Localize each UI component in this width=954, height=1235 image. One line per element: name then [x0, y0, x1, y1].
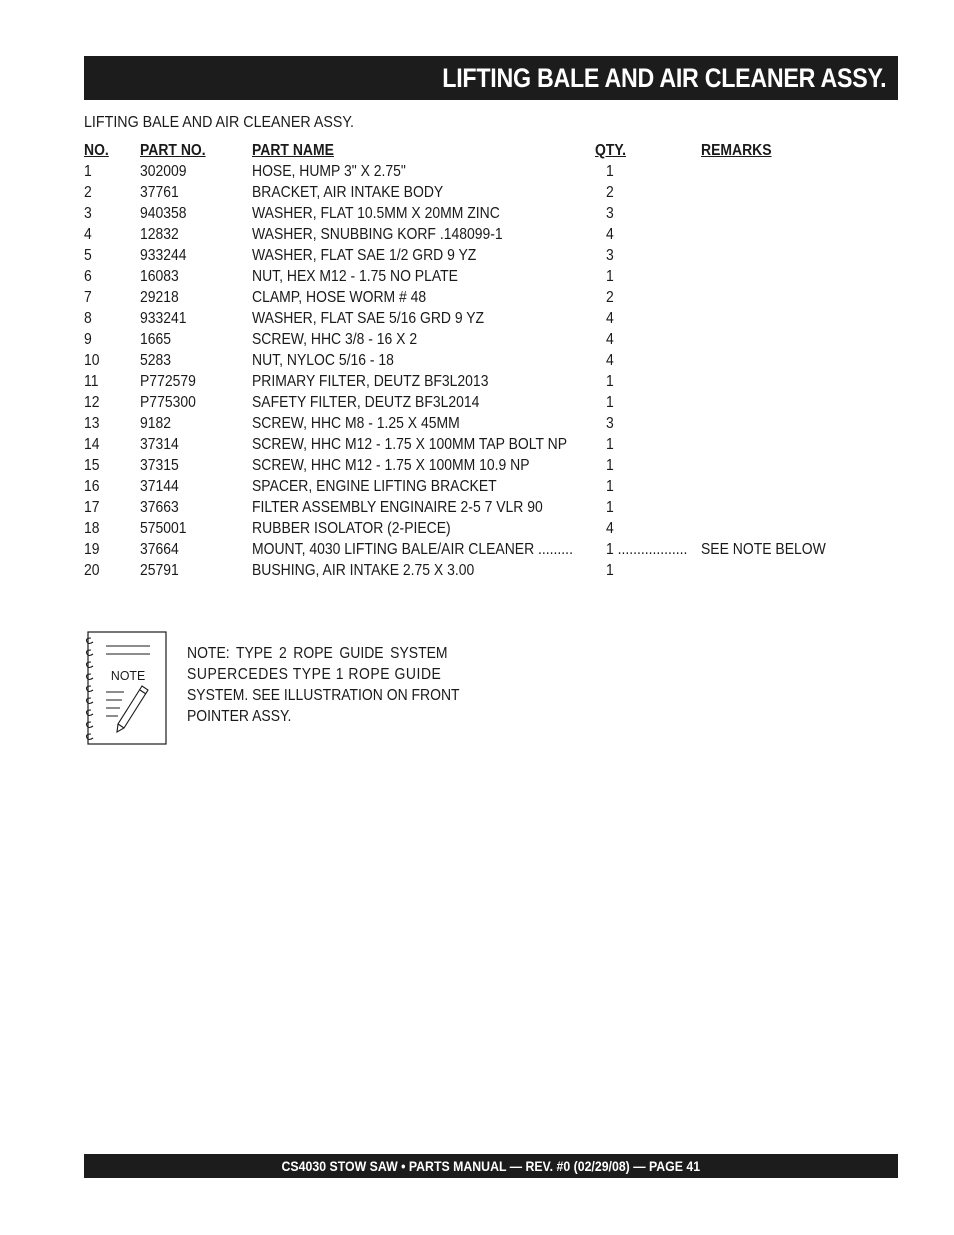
- cell-part-no: 37314: [140, 436, 179, 453]
- table-row: [84, 434, 884, 455]
- cell-part-name: SCREW, HHC M12 - 1.75 X 100MM 10.9 NP: [252, 457, 530, 474]
- table-row: [84, 224, 884, 245]
- cell-no: 15: [84, 457, 100, 474]
- cell-part-no: 1665: [140, 331, 172, 348]
- note-icon-label: NOTE: [110, 668, 146, 683]
- page-footer: CS4030 STOW SAW • PARTS MANUAL — REV. #0 (02/29/08) — PAGE 41: [281, 1158, 701, 1174]
- table-row: [84, 518, 884, 539]
- cell-qty: 2: [606, 289, 614, 306]
- cell-no: 17: [84, 499, 100, 516]
- cell-part-no: 37144: [140, 478, 179, 495]
- cell-qty: 1: [606, 394, 614, 411]
- cell-part-name: SAFETY FILTER, DEUTZ BF3L2014: [252, 394, 480, 411]
- cell-qty: 4: [606, 331, 614, 348]
- cell-no: 13: [84, 415, 100, 432]
- table-row: [84, 476, 884, 497]
- cell-no: 20: [84, 562, 100, 579]
- cell-part-name: HOSE, HUMP 3" X 2.75": [252, 163, 406, 180]
- cell-part-no: P775300: [140, 394, 196, 411]
- cell-qty: 1: [606, 457, 614, 474]
- cell-qty: 1: [606, 268, 614, 285]
- cell-part-no: 37663: [140, 499, 179, 516]
- cell-qty: 1: [606, 436, 614, 453]
- section-subtitle: LIFTING BALE AND AIR CLEANER ASSY.: [84, 114, 354, 131]
- note-line: SYSTEM. SEE ILLUSTRATION ON FRONT: [187, 687, 460, 704]
- cell-part-name: SPACER, ENGINE LIFTING BRACKET: [252, 478, 497, 495]
- cell-part-name: FILTER ASSEMBLY ENGINAIRE 2-5 7 VLR 90: [252, 499, 543, 516]
- cell-no: 1: [84, 163, 92, 180]
- cell-qty: 3: [606, 415, 614, 432]
- cell-qty: 4: [606, 352, 614, 369]
- table-row: [84, 182, 884, 203]
- table-row: [84, 203, 884, 224]
- column-header-qty: QTY.: [595, 142, 627, 159]
- cell-part-name: BRACKET, AIR INTAKE BODY: [252, 184, 444, 201]
- cell-no: 11: [84, 373, 99, 390]
- cell-qty: 1: [606, 478, 614, 495]
- cell-no: 10: [84, 352, 100, 369]
- cell-part-no: 37761: [140, 184, 179, 201]
- cell-part-no: 9182: [140, 415, 172, 432]
- table-row: [84, 245, 884, 266]
- cell-part-no: 37664: [140, 541, 179, 558]
- cell-no: 14: [84, 436, 100, 453]
- cell-part-no: 12832: [140, 226, 179, 243]
- cell-part-name: WASHER, FLAT 10.5MM X 20MM ZINC: [252, 205, 500, 222]
- table-row: [84, 455, 884, 476]
- cell-qty: 1: [606, 373, 614, 390]
- cell-remarks: SEE NOTE BELOW: [701, 541, 826, 558]
- parts-table: [84, 140, 884, 581]
- cell-no: 19: [84, 541, 100, 558]
- table-body: [84, 161, 884, 581]
- note-text: [187, 643, 487, 727]
- cell-qty: 1 ..................: [606, 541, 688, 558]
- cell-no: 5: [84, 247, 92, 264]
- table-row: [84, 497, 884, 518]
- cell-part-no: 16083: [140, 268, 179, 285]
- note-notepad-icon: [84, 630, 168, 746]
- table-row: [84, 560, 884, 581]
- cell-no: 2: [84, 184, 92, 201]
- table-row: [84, 266, 884, 287]
- table-row: [84, 308, 884, 329]
- cell-part-no: 25791: [140, 562, 179, 579]
- cell-part-no: 37315: [140, 457, 179, 474]
- cell-part-name: RUBBER ISOLATOR (2-PIECE): [252, 520, 451, 537]
- cell-part-name: SCREW, HHC 3/8 - 16 X 2: [252, 331, 418, 348]
- cell-part-name: SCREW, HHC M8 - 1.25 X 45MM: [252, 415, 460, 432]
- page-title: LIFTING BALE AND AIR CLEANER ASSY.: [441, 62, 886, 93]
- cell-part-name: WASHER, FLAT SAE 1/2 GRD 9 YZ: [252, 247, 477, 264]
- column-header-remarks: REMARKS: [701, 142, 772, 159]
- table-row: [84, 371, 884, 392]
- cell-part-name: MOUNT, 4030 LIFTING BALE/AIR CLEANER .........: [252, 541, 573, 558]
- table-header-row: [84, 140, 884, 161]
- cell-qty: 1: [606, 163, 614, 180]
- cell-part-name: NUT, HEX M12 - 1.75 NO PLATE: [252, 268, 458, 285]
- cell-no: 18: [84, 520, 100, 537]
- cell-no: 12: [84, 394, 100, 411]
- cell-part-no: P772579: [140, 373, 196, 390]
- cell-part-name: PRIMARY FILTER, DEUTZ BF3L2013: [252, 373, 489, 390]
- page-footer-bar: [84, 1154, 898, 1178]
- cell-part-no: 5283: [140, 352, 172, 369]
- cell-qty: 3: [606, 247, 614, 264]
- cell-part-no: 933241: [140, 310, 187, 327]
- note-line: SUPERCEDES TYPE 1 ROPE GUIDE: [187, 666, 442, 683]
- cell-qty: 1: [606, 562, 614, 579]
- cell-part-name: WASHER, SNUBBING KORF .148099-1: [252, 226, 503, 243]
- table-row: [84, 287, 884, 308]
- cell-no: 9: [84, 331, 92, 348]
- cell-qty: 4: [606, 226, 614, 243]
- cell-no: 3: [84, 205, 92, 222]
- table-row: [84, 413, 884, 434]
- column-header-no: NO.: [84, 142, 109, 159]
- table-row: [84, 350, 884, 371]
- table-row: [84, 329, 884, 350]
- column-header-part-name: PART NAME: [252, 142, 334, 159]
- column-header-part-no: PART NO.: [140, 142, 206, 159]
- cell-no: 7: [84, 289, 92, 306]
- table-row: [84, 392, 884, 413]
- cell-qty: 2: [606, 184, 614, 201]
- cell-part-no: 933244: [140, 247, 187, 264]
- cell-qty: 4: [606, 520, 614, 537]
- cell-part-no: 940358: [140, 205, 187, 222]
- page-title-bar: [84, 56, 898, 100]
- cell-no: 6: [84, 268, 92, 285]
- cell-part-no: 302009: [140, 163, 187, 180]
- cell-no: 4: [84, 226, 92, 243]
- note-line: POINTER ASSY.: [187, 708, 292, 725]
- table-row: [84, 161, 884, 182]
- cell-part-no: 29218: [140, 289, 179, 306]
- cell-no: 16: [84, 478, 100, 495]
- cell-part-name: SCREW, HHC M12 - 1.75 X 100MM TAP BOLT NP: [252, 436, 568, 453]
- cell-qty: 3: [606, 205, 614, 222]
- cell-part-name: CLAMP, HOSE WORM # 48: [252, 289, 427, 306]
- cell-part-name: BUSHING, AIR INTAKE 2.75 X 3.00: [252, 562, 475, 579]
- cell-qty: 1: [606, 499, 614, 516]
- cell-part-no: 575001: [140, 520, 187, 537]
- cell-no: 8: [84, 310, 92, 327]
- cell-part-name: NUT, NYLOC 5/16 - 18: [252, 352, 394, 369]
- cell-qty: 4: [606, 310, 614, 327]
- table-row: [84, 539, 884, 560]
- cell-part-name: WASHER, FLAT SAE 5/16 GRD 9 YZ: [252, 310, 485, 327]
- note-line: NOTE: TYPE 2 ROPE GUIDE SYSTEM: [187, 645, 448, 662]
